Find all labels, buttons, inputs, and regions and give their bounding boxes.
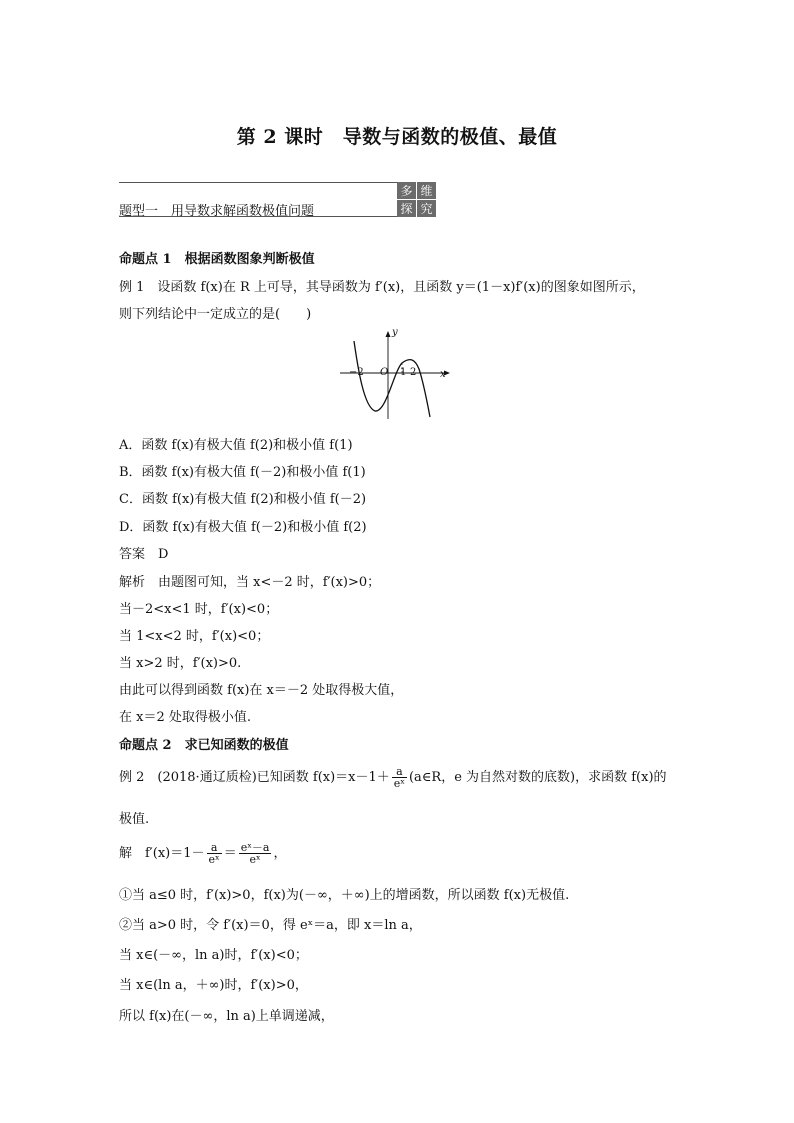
- tick-label-2: 2: [410, 367, 417, 378]
- example2-text-pre: 例 2 (2018·通辽质检)已知函数 f(x)＝x－1＋: [119, 770, 390, 785]
- fraction-denominator: eˣ: [393, 777, 405, 790]
- solution-line: ①当 a≤0 时，f′(x)>0，f(x)为(－∞，＋∞)上的增函数，所以函数 f(x)无极值.: [119, 888, 570, 903]
- analysis-line: 当 x>2 时，f′(x)>0.: [119, 656, 242, 671]
- solution-line: 当 x∈(ln a，＋∞)时，f′(x)>0，: [119, 978, 308, 993]
- curve: [354, 341, 430, 417]
- fraction: [239, 842, 272, 865]
- page-title: 第 2 课时 导数与函数的极值、最值: [236, 126, 558, 148]
- point2-heading: 命题点 2 求已知函数的极值: [119, 738, 289, 753]
- option-c: C．函数 f(x)有极大值 f(2)和极小值 f(－2): [119, 492, 367, 507]
- section-rule-bottom: [119, 216, 397, 217]
- solution-line: ②当 a>0 时，令 f′(x)＝0，得 eˣ＝a，即 x＝ln a，: [119, 918, 422, 933]
- equals-sign: ＝: [223, 846, 237, 861]
- analysis-line: 当 1<x<2 时，f′(x)<0；: [119, 629, 270, 644]
- section-badge: [397, 182, 437, 217]
- solution-line: 所以 f(x)在(－∞，ln a)上单调递减，: [119, 1009, 334, 1024]
- fraction: [207, 842, 222, 865]
- x-axis-label: x: [440, 369, 446, 380]
- function-graph: [340, 329, 452, 421]
- example2-text-post: (a∈R，e 为自然对数的底数)，求函数 f(x)的: [408, 770, 667, 785]
- y-axis-arrow: [386, 331, 391, 337]
- analysis-line: 当－2<x<1 时，f′(x)<0；: [119, 602, 279, 617]
- example1-line1: 例 1 设函数 f(x)在 R 上可导，其导函数为 f′(x)，且函数 y＝(1－x)f′(x)的图象如图所示，: [119, 280, 645, 295]
- fraction-denominator: eˣ: [208, 853, 220, 866]
- tick-label-neg2: −2: [349, 367, 364, 378]
- badge-cell: 究: [417, 200, 436, 217]
- solution-text-post: ，: [273, 846, 287, 861]
- tick-label-1: 1: [400, 367, 407, 378]
- solution-line: 当 x∈(－∞，ln a)时，f′(x)<0；: [119, 948, 308, 963]
- answer: 答案 D: [119, 547, 169, 562]
- section-rule-top: [119, 182, 397, 183]
- fraction-denominator: eˣ: [249, 853, 261, 866]
- solution-line1: [119, 842, 286, 865]
- section-label: 题型一 用导数求解函数极值问题: [119, 204, 315, 219]
- option-b: B．函数 f(x)有极大值 f(－2)和极小值 f(1): [119, 465, 366, 480]
- section-header: [119, 182, 437, 218]
- option-d: D．函数 f(x)有极大值 f(－2)和极小值 f(2): [119, 520, 367, 535]
- fraction-numerator: a: [207, 842, 222, 854]
- badge-cell: 维: [417, 182, 436, 199]
- origin-label: O: [380, 367, 389, 378]
- fraction-numerator: a: [392, 766, 407, 778]
- option-a: A．函数 f(x)有极大值 f(2)和极小值 f(1): [119, 438, 353, 453]
- example1-line2: 则下列结论中一定成立的是( ): [119, 307, 312, 322]
- analysis-line: 由此可以得到函数 f(x)在 x＝－2 处取得极大值，: [119, 683, 404, 698]
- fraction: [392, 766, 407, 789]
- analysis-line: 解析 由题图可知，当 x<－2 时，f′(x)>0；: [119, 575, 381, 590]
- y-axis-label: y: [392, 327, 398, 338]
- badge-cell: 探: [397, 200, 416, 217]
- solution-text-pre: 解 f′(x)＝1－: [119, 846, 205, 861]
- point1-heading: 命题点 1 根据函数图象判断极值: [119, 252, 315, 267]
- badge-cell: 多: [397, 182, 416, 199]
- example2-line1: [119, 766, 667, 789]
- fraction-numerator: eˣ－a: [240, 841, 270, 854]
- example2-line2: 极值.: [119, 812, 150, 827]
- analysis-line: 在 x＝2 处取得极小值.: [119, 710, 251, 725]
